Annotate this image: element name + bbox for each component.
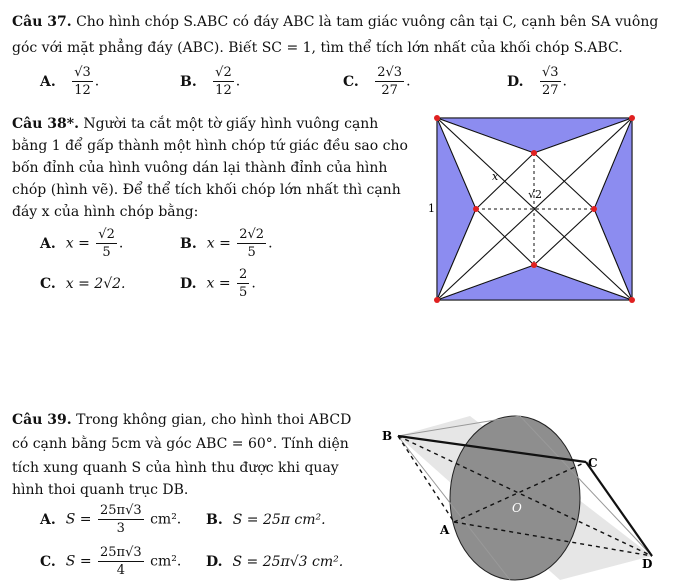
q38-line3: bốn đỉnh của hình vuông dán lại thành đỉnh của hình bbox=[12, 160, 388, 176]
q37-option-b-frac: $\frac{√2}{12}$ bbox=[215, 65, 232, 98]
q39-text1: Trong không gian, cho hình thoi ABCD bbox=[71, 412, 352, 428]
corner-tr bbox=[629, 115, 635, 121]
corner-br bbox=[629, 297, 635, 303]
side-label: 1 bbox=[428, 202, 435, 215]
q37-option-a[interactable]: A. $\frac{√3}{12}$ . bbox=[40, 65, 100, 98]
rotation-disc bbox=[450, 416, 580, 580]
q37-option-c[interactable]: C. $\frac{2√3}{27}$ . bbox=[343, 65, 411, 98]
q37-option-a-frac: $\frac{√3}{12}$ bbox=[74, 65, 91, 98]
q38-line5: đáy x của hình chóp bằng: bbox=[12, 204, 199, 220]
q37-option-b[interactable]: B. $\frac{√2}{12}$ . bbox=[180, 65, 241, 98]
label-O: O bbox=[512, 501, 522, 515]
q37-option-d[interactable]: D. $\frac{√3}{27}$ . bbox=[507, 65, 567, 98]
q38-line2: bằng 1 để gấp thành một hình chóp tứ giác đều sao cho bbox=[12, 138, 408, 154]
q37-option-b-label: B. bbox=[180, 73, 197, 90]
q38-option-d[interactable]: D. x = $\frac{2}{5}$ . bbox=[180, 267, 256, 300]
q37-label: Câu 37. bbox=[12, 14, 72, 30]
corner-bl bbox=[434, 297, 440, 303]
q37-option-a-label: A. bbox=[40, 73, 56, 90]
x-label: x bbox=[492, 170, 499, 183]
q37-option-d-label: D. bbox=[507, 73, 524, 90]
label-C: C bbox=[588, 456, 598, 470]
q37-option-d-frac: $\frac{√3}{27}$ bbox=[541, 65, 559, 98]
q38-option-a[interactable]: A. x = $\frac{√2}{5}$ . bbox=[40, 227, 124, 260]
q38-label: Câu 38*. bbox=[12, 116, 79, 132]
q37-text1: Cho hình chóp S.ABC có đáy ABC là tam giác vuông cân tại C, cạnh bên SA vuông bbox=[71, 14, 659, 30]
q39-line1 bbox=[12, 410, 351, 430]
q39-option-c[interactable]: C. S = $\frac{25\pi√3}{4}$ cm². bbox=[40, 545, 182, 578]
q37-line1 bbox=[12, 12, 658, 32]
q39-line4: hình thoi quanh trục DB. bbox=[12, 482, 189, 498]
q37-line2: góc với mặt phẳng đáy (ABC). Biết SC = 1, tìm thể tích lớn nhất của khối chóp S.ABC. bbox=[12, 40, 623, 56]
q39-option-d[interactable]: D. S = 25π√3 cm². bbox=[206, 554, 344, 570]
q38-option-c[interactable]: C. x = 2√2. bbox=[40, 276, 126, 292]
q38-line1 bbox=[12, 114, 378, 134]
q37-option-c-frac: $\frac{2√3}{27}$ bbox=[377, 65, 403, 98]
q38-square-figure bbox=[426, 112, 656, 312]
label-B: B bbox=[382, 429, 393, 443]
corner-tl bbox=[434, 115, 440, 121]
q38-option-b[interactable]: B. x = $\frac{2√2}{5}$ . bbox=[180, 227, 273, 260]
q38-text1: Người ta cắt một tờ giấy hình vuông cạnh bbox=[78, 116, 379, 132]
q39-rhombus-figure bbox=[378, 410, 668, 585]
point-right bbox=[591, 206, 597, 212]
q37-option-c-label: C. bbox=[343, 73, 359, 90]
label-D: D bbox=[642, 557, 653, 571]
q39-option-a[interactable]: A. S = $\frac{25\pi√3}{3}$ cm². bbox=[40, 503, 182, 536]
q39-line2: có cạnh bằng 5cm và góc ABC = 60°. Tính diện bbox=[12, 436, 349, 452]
point-bottom bbox=[531, 262, 537, 268]
point-left bbox=[473, 206, 479, 212]
label-A: A bbox=[440, 523, 450, 537]
q38-line4: chóp (hình vẽ). Để thể tích khối chóp lớn nhất thì cạnh bbox=[12, 182, 401, 198]
q39-line3: tích xung quanh S của hình thu được khi quay bbox=[12, 460, 339, 476]
q39-option-b[interactable]: B. S = 25π cm². bbox=[206, 512, 326, 528]
sqrt2-label: √2 bbox=[528, 188, 543, 201]
point-top bbox=[531, 150, 537, 156]
q39-label: Câu 39. bbox=[12, 412, 72, 428]
